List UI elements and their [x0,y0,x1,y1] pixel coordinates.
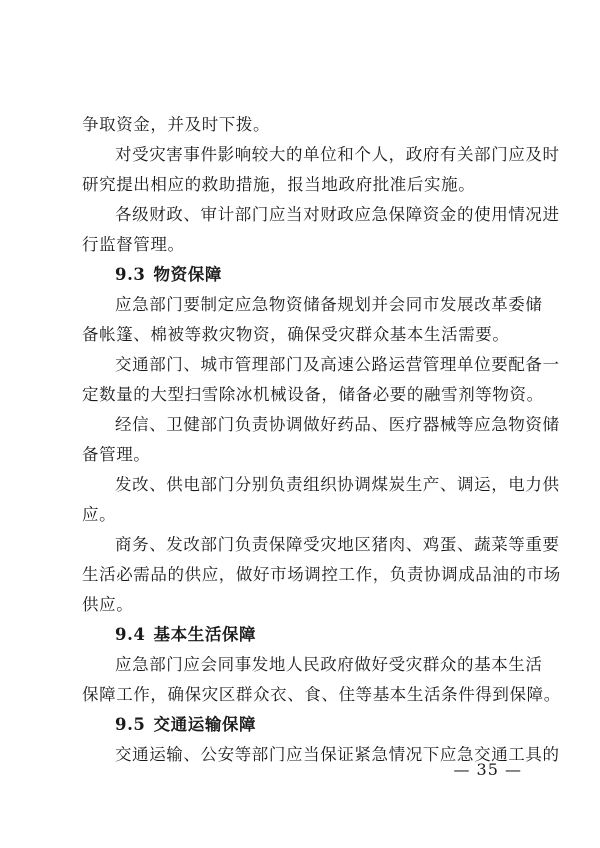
section-number: 9.3 [115,265,146,284]
paragraph [82,350,560,410]
paragraph [82,140,560,200]
paragraph [82,200,560,260]
paragraph [82,470,560,530]
text-line: 商务、发改部门负责保障受灾地区猪肉、鸡蛋、蔬菜等重要 [115,535,560,554]
section-number: 9.5 [115,715,146,734]
section-title: 基本生活保障 [153,625,257,644]
text-line: 行监督管理。 [82,235,185,254]
paragraph [82,410,560,470]
text-line: 应急部门要制定应急物资储备规划并会同市发展改革委储 [115,295,543,314]
section-heading [115,260,222,290]
text-line: 经信、卫健部门负责协调做好药品、医疗器械等应急物资储 [115,415,560,434]
paragraph [82,290,543,350]
text-line: 应。 [82,505,117,524]
text-line: 供应。 [82,595,134,614]
section-title: 物资保障 [153,265,222,284]
text-line: 定数量的大型扫雪除冰机械设备，储备必要的融雪剂等物资。 [82,385,544,404]
text-line: 对受灾害事件影响较大的单位和个人，政府有关部门应及时 [115,145,560,164]
text-line: 备管理。 [82,445,151,464]
paragraph [82,650,561,710]
text-line: 应急部门应会同事发地人民政府做好受灾群众的基本生活 [115,655,543,674]
text-line: 各级财政、审计部门应当对财政应急保障资金的使用情况进 [115,205,560,224]
text-line: 交通部门、城市管理部门及高速公路运营管理单位要配备一 [115,355,560,374]
text-line: 争取资金，并及时下拨。 [82,115,271,134]
paragraph [82,110,522,140]
text-line: 研究提出相应的救助措施，报当地政府批准后实施。 [82,175,476,194]
section-heading [115,710,256,740]
paragraph [82,530,561,620]
section-title: 交通运输保障 [153,715,257,734]
text-line: 保障工作，确保灾区群众衣、食、住等基本生活条件得到保障。 [82,685,561,704]
text-line: 发改、供电部门分别负责组织协调煤炭生产、调运，电力供 [115,475,560,494]
text-line: 交通运输、公安等部门应当保证紧急情况下应急交通工具的 [115,745,560,764]
section-number: 9.4 [115,625,146,644]
text-line: 生活必需品的供应，做好市场调控工作，负责协调成品油的市场 [82,565,561,584]
section-heading [115,620,256,650]
text-line: 备帐篷、棉被等救灾物资，确保受灾群众基本生活需要。 [82,325,510,344]
page-number: — 35 — [453,760,522,779]
